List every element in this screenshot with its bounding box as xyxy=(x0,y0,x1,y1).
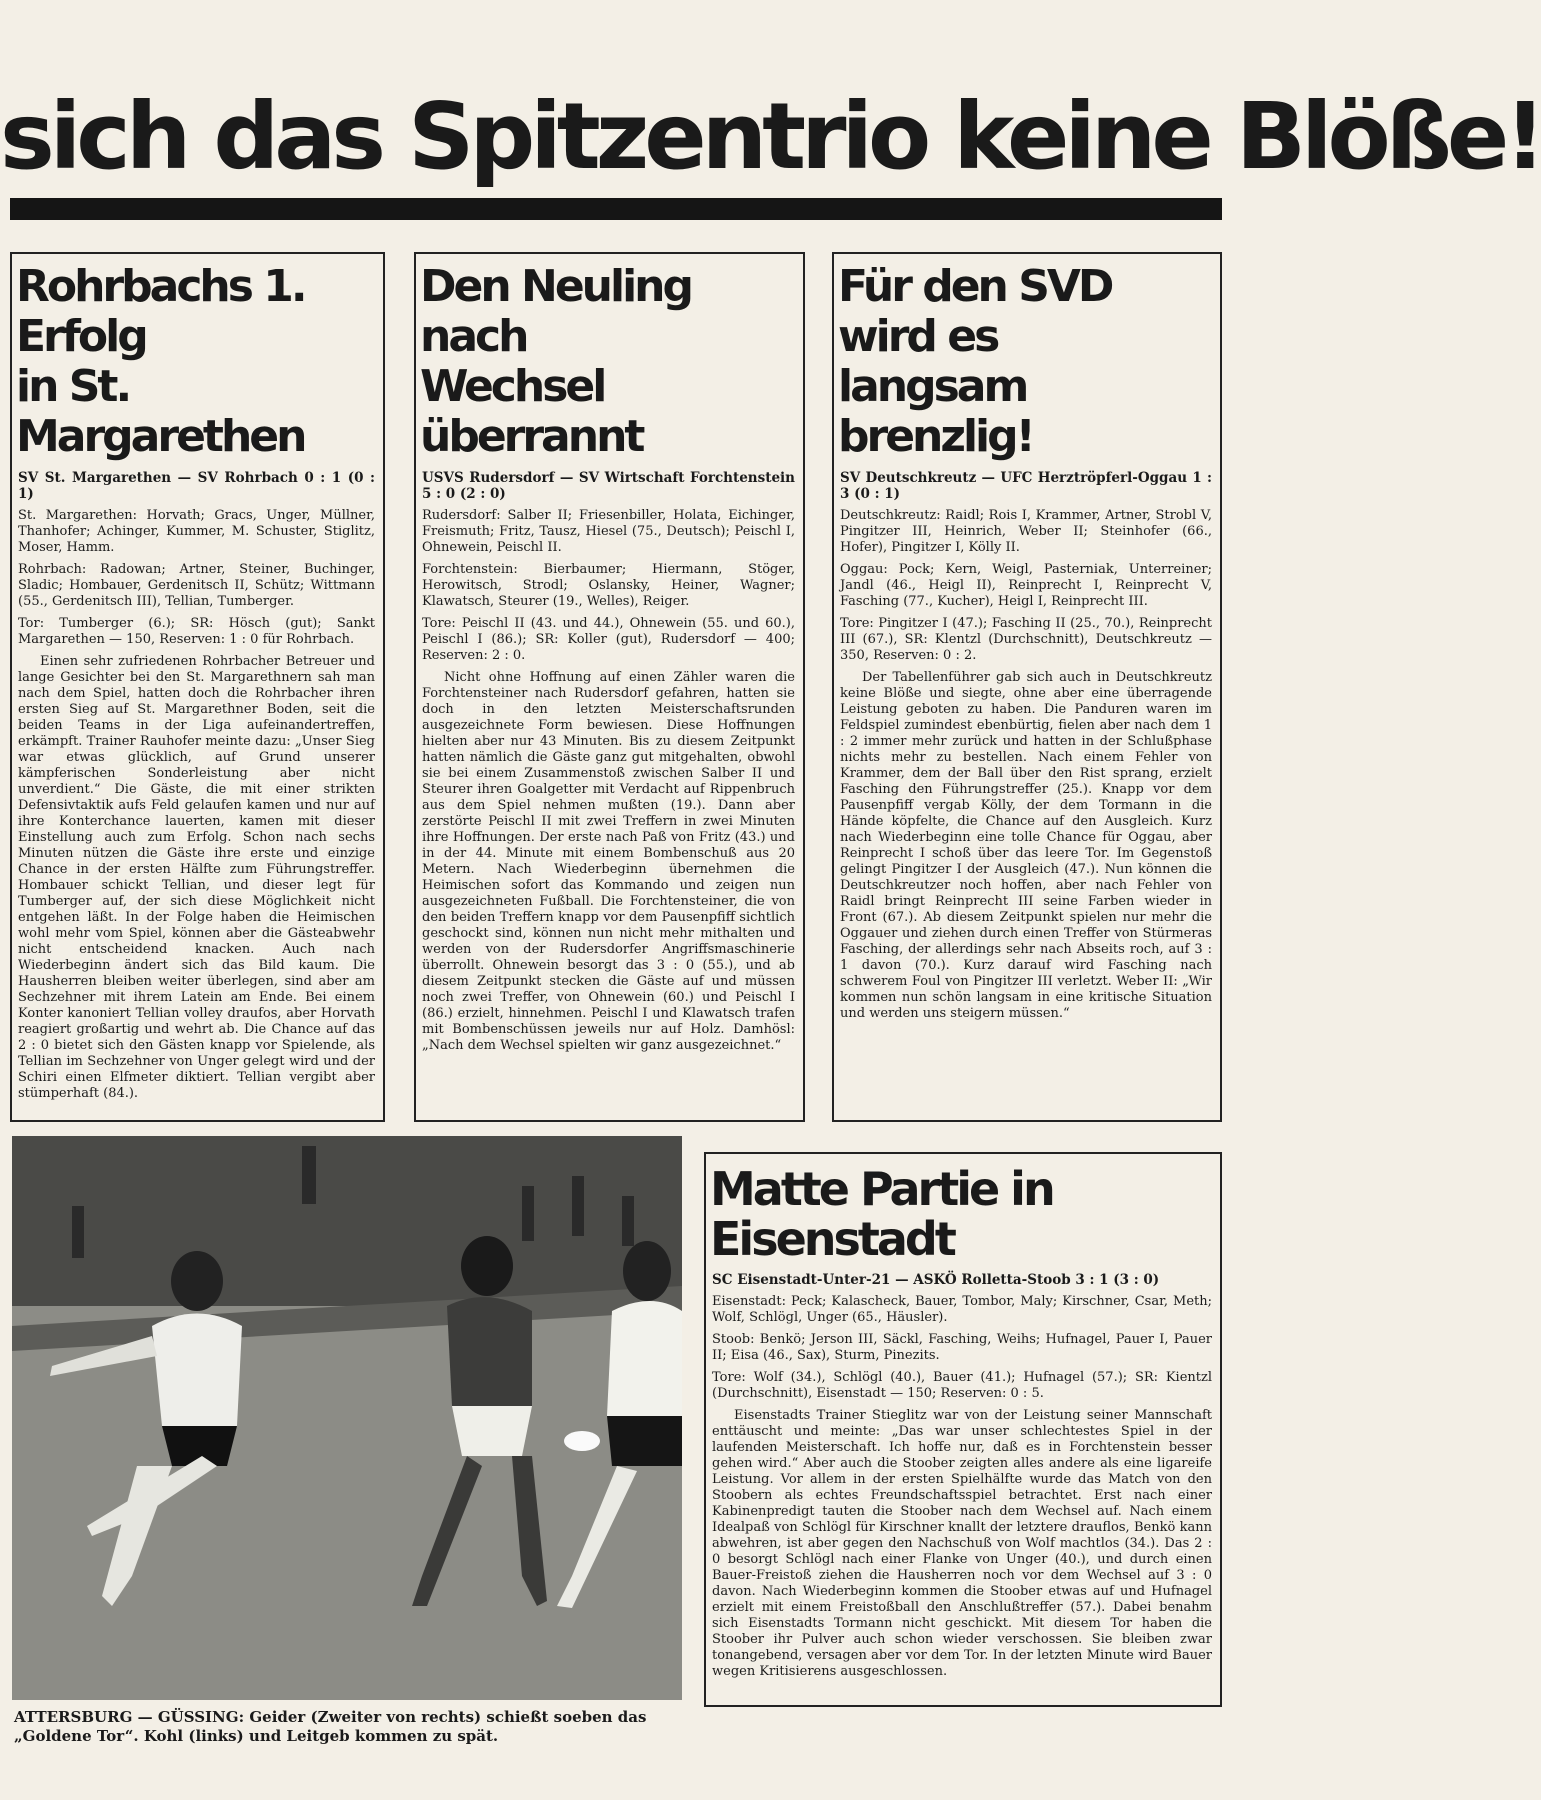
article-rudersdorf xyxy=(414,252,805,1122)
match-photo-illustration xyxy=(12,1136,682,1700)
match-result: SC Eisenstadt-Unter-21 — ASKÖ Rolletta-Stoob 3 : 1 (3 : 0) xyxy=(712,1272,1160,1288)
article-body: Der Tabellenführer gab sich auch in Deutschkreutz keine Blöße und siegte, ohne aber eine überragende Leistung geboten zu haben. Die Panduren waren im Feldspiel zumindest ebenbürtig, fielen aber nach dem 1 : 2 immer mehr zurück und hatten in der Schlußphase nichts mehr zu bestellen. Nach einem Fehler von Krammer, dem der Ball über den Rist sprang, erzielt Fasching den Führungstreffer (25.). Knapp vor dem Pausenpfiff vergab Kölly, der dem Tormann in die Hände köpfelte, die Chance auf den Ausgleich. Kurz nach Wiederbeginn eine tolle Chance für Oggau, aber Reinprecht I schoß über das leere Tor. Im Gegenstoß gelingt Pingitzer I der Ausgleich (47.). Nun können die Deutschkreutzer noch hoffen, aber nach Fehler von Raidl bringt Reinprecht III seine Farben wieder in Front (67.). Ab diesem Zeitpunkt spielen nur mehr die Oggauer und ziehen durch einen Treffer von Stürmeras Fasching, der allerdings sehr nach Abseits roch, auf 3 : 1 davon (70.). Kurz darauf wird Fasching nach schwerem Foul von Pingitzer III verletzt. Weber II: „Wir kommen nun schön langsam in eine kritische Situation und werden uns steigern müssen.“ xyxy=(840,670,1212,1021)
article-eisenstadt xyxy=(704,1152,1222,1707)
match-result: USVS Rudersdorf — SV Wirtschaft Forchtenstein 5 : 0 (2 : 0) xyxy=(422,470,795,502)
lineup-home: Rudersdorf: Salber II; Friesenbiller, Holata, Eichinger, Freismuth; Fritz, Tausz, Hiesel (75., Deutsch); Peischl I, Ohnewein, Peischl II. xyxy=(422,508,795,555)
article-body: Eisenstadts Trainer Stieglitz war von der Leistung seiner Mannschaft enttäuscht und meinte: „Das war unser schlechtestes Spiel in der laufenden Meisterschaft. Ich hoffe nur, daß es in Forchtenstein besser gehen wird.“ Aber auch die Stoober zeigten alles andere als eine ligareife Leistung. Vor allem in der ersten Spielhälfte wurde das Match von den Stoobern als echtes Freundschaftsspiel betrachtet. Erst nach einer Kabinenpredigt tauten die Stoober nach dem Wechsel auf. Nach einem Idealpaß von Schlögl für Kirschner knallt der letztere drauflos, Benkö kann abwehren, ist aber gegen den Nachschuß von Wolf machtlos (34.). Das 2 : 0 besorgt Schlögl nach einer Flanke von Unger (40.), und durch einen Bauer-Freistoß ziehen die Hausherren noch vor dem Wechsel auf 3 : 0 davon. Nach Wiederbeginn kommen die Stoober etwas auf und Hufnagel erzielt mit einem Freistoßball den Anschlußtreffer (57.). Dabei benahm sich Eisenstadts Tormann nicht geschickt. Mit diesem Tor haben die Stoober ihr Pulver auch schon wieder verschossen. Sie bleiben zwar tonangebend, versagen aber vor dem Tor. In der letzten Minute wird Bauer wegen Kritisierens ausgeschlossen. xyxy=(712,1408,1212,1679)
photo-caption: ATTERSBURG — GÜSSING: Geider (Zweiter von rechts) schießt soeben das „Goldene Tor“. Kohl (links) und Leitgeb kommen zu spät. xyxy=(14,1708,647,1745)
goals: Tore: Peischl II (43. und 44.), Ohnewein (55. und 60.), Peischl I (86.); SR: Koller (gut), Rudersdorf — 400; Reserven: 2 : 0. xyxy=(422,616,795,663)
goals: Tore: Pingitzer I (47.); Fasching II (25., 70.), Reinprecht III (67.), SR: Klentzl (Durchschnitt), Deutschkreutz — 350, Reserven: 0 : 2. xyxy=(840,616,1212,663)
article-title: Rohrbachs 1. Erfolg in St. Margarethen xyxy=(16,261,305,462)
article-title: Für den SVD wird es langsam brenzlig! xyxy=(838,261,1112,462)
goals: Tore: Wolf (34.), Schlögl (40.), Bauer (41.); Hufnagel (57.); SR: Kientzl (Durchschnitt), Eisenstadt — 150; Reserven: 0 : 5. xyxy=(712,1370,1212,1401)
article-body: Nicht ohne Hoffnung auf einen Zähler waren die Forchtensteiner nach Rudersdorf gefahren, hatten sie doch in den letzten Meisterschaftsrunden ausgezeichnete Form bewiesen. Diese Hoffnungen hielten aber nur 43 Minuten. Bis zu diesem Zeitpunkt hatten nämlich die Gäste ganz gut mitgehalten, obwohl sie bei einem Zusammenstoß zwischen Salber II und Steurer ihren Goalgetter mit Verdacht auf Rippenbruch aus dem Spiel nehmen mußten (19.). Dann aber zerstörte Peischl II mit zwei Treffern in zwei Minuten ihre Hoffnungen. Der erste nach Paß von Fritz (43.) und in der 44. Minute mit einem Bombenschuß aus 20 Metern. Nach Wiederbeginn übernehmen die Heimischen sofort das Kommando und zeigen nun ausgezeichneten Fußball. Die Forchtensteiner, die von den beiden Treffern knapp vor dem Pausenpfiff sichtlich geschockt sind, können nun nicht mehr mithalten und werden von der Rudersdorfer Angriffsmaschinerie überrollt. Ohnewein besorgt das 3 : 0 (55.), und ab diesem Zeitpunkt stecken die Gäste auf und müssen noch zwei Treffer, von Ohnewein (60.) und Peischl I (86.) erzielt, hinnehmen. Peischl I und Klawatsch trafen mit Bombenschüssen jeweils nur auf Holz. Damhösl: „Nach dem Wechsel spielten wir ganz ausgezeichnet.“ xyxy=(422,670,795,1053)
lineup-home: St. Margarethen: Horvath; Gracs, Unger, Müllner, Thanhofer; Achinger, Kummer, M. Schuster, Stiglitz, Moser, Hamm. xyxy=(18,508,375,555)
lineup-home: Deutschkreutz: Raidl; Rois I, Krammer, Artner, Strobl V, Pingitzer III, Heinrich, Weber II; Steinhofer (66., Hofer), Pingitzer I, Kölly II. xyxy=(840,508,1212,555)
match-photo xyxy=(12,1136,682,1700)
lineup-home: Eisenstadt: Peck; Kalascheck, Bauer, Tombor, Maly; Kirschner, Csar, Meth; Wolf, Schlögl, Unger (65., Häusler). xyxy=(712,1294,1212,1325)
headline-rule xyxy=(10,198,1222,220)
article-title: Matte Partie in Eisenstadt xyxy=(710,1162,1053,1266)
lineup-away: Forchtenstein: Bierbaumer; Hiermann, Stöger, Herowitsch, Strodl; Oslansky, Heiner, Wagner; Klawatsch, Steurer (19., Welles), Reiger. xyxy=(422,562,795,609)
match-result: SV Deutschkreutz — UFC Herztröpferl-Oggau 1 : 3 (0 : 1) xyxy=(840,470,1212,502)
lineup-away: Stoob: Benkö; Jerson III, Säckl, Fasching, Weihs; Hufnagel, Pauer I, Pauer II; Eisa (46., Sax), Sturm, Pinezits. xyxy=(712,1332,1212,1363)
lineup-away: Oggau: Pock; Kern, Weigl, Pasterniak, Unterreiner; Jandl (46., Heigl II), Reinprecht I, Reinprecht V, Fasching (77., Kucher), Heigl I, Reinprecht III. xyxy=(840,562,1212,609)
article-body: Einen sehr zufriedenen Rohrbacher Betreuer und lange Gesichter bei den St. Margarethnern sah man nach dem Spiel, hatten doch die Rohrbacher ihren ersten Sieg auf St. Margarethner Boden, seit die beiden Teams in der Liga aufeinandertreffen, erkämpft. Trainer Rauhofer meinte dazu: „Unser Sieg war etwas glücklich, auf Grund unserer kämpferischen Sonderleistung aber nicht unverdient.“ Die Gäste, die mit einer strikten Defensivtaktik aufs Feld gelaufen kamen und nur auf ihre Konterchance lauerten, kamen mit dieser Einstellung auch zum Erfolg. Schon nach sechs Minuten nützen die Gäste ihre erste und einzige Chance in der ersten Hälfte zum Führungstreffer. Hombauer schickt Tellian, und dieser legt für Tumberger auf, der sich diese Möglichkeit nicht entgehen läßt. In der Folge haben die Heimischen wohl mehr vom Spiel, können aber die Gästeabwehr nicht entscheidend knacken. Auch nach Wiederbeginn ändert sich das Bild kaum. Die Hausherren bleiben weiter überlegen, sind aber am Sechzehner mit ihrem Latein am Ende. Bei einem Konter kanoniert Tellian volley draufos, aber Horvath reagiert großartig und wehrt ab. Die Chance auf das 2 : 0 bietet sich den Gästen knapp vor Spielende, als Tellian im Sechzehner von Unger gelegt wird und der Schiri einen Elfmeter diktiert. Tellian vergibt aber stümperhaft (84.). xyxy=(18,654,375,1101)
article-rohrbach xyxy=(10,252,385,1122)
article-deutschkreutz xyxy=(832,252,1222,1122)
match-result: SV St. Margarethen — SV Rohrbach 0 : 1 (0 : 1) xyxy=(18,470,375,502)
lineup-away: Rohrbach: Radowan; Artner, Steiner, Buchinger, Sladic; Hombauer, Gerdenitsch II, Schütz; Wittmann (55., Gerdenitsch III), Tellian, Tumberger. xyxy=(18,562,375,609)
goals: Tor: Tumberger (6.); SR: Hösch (gut); Sankt Margarethen — 150, Reserven: 1 : 0 für Rohrbach. xyxy=(18,616,375,647)
article-title: Den Neuling nach Wechsel überrannt xyxy=(420,261,691,462)
page-headline: sich das Spitzentrio keine Blöße! xyxy=(0,83,1541,190)
